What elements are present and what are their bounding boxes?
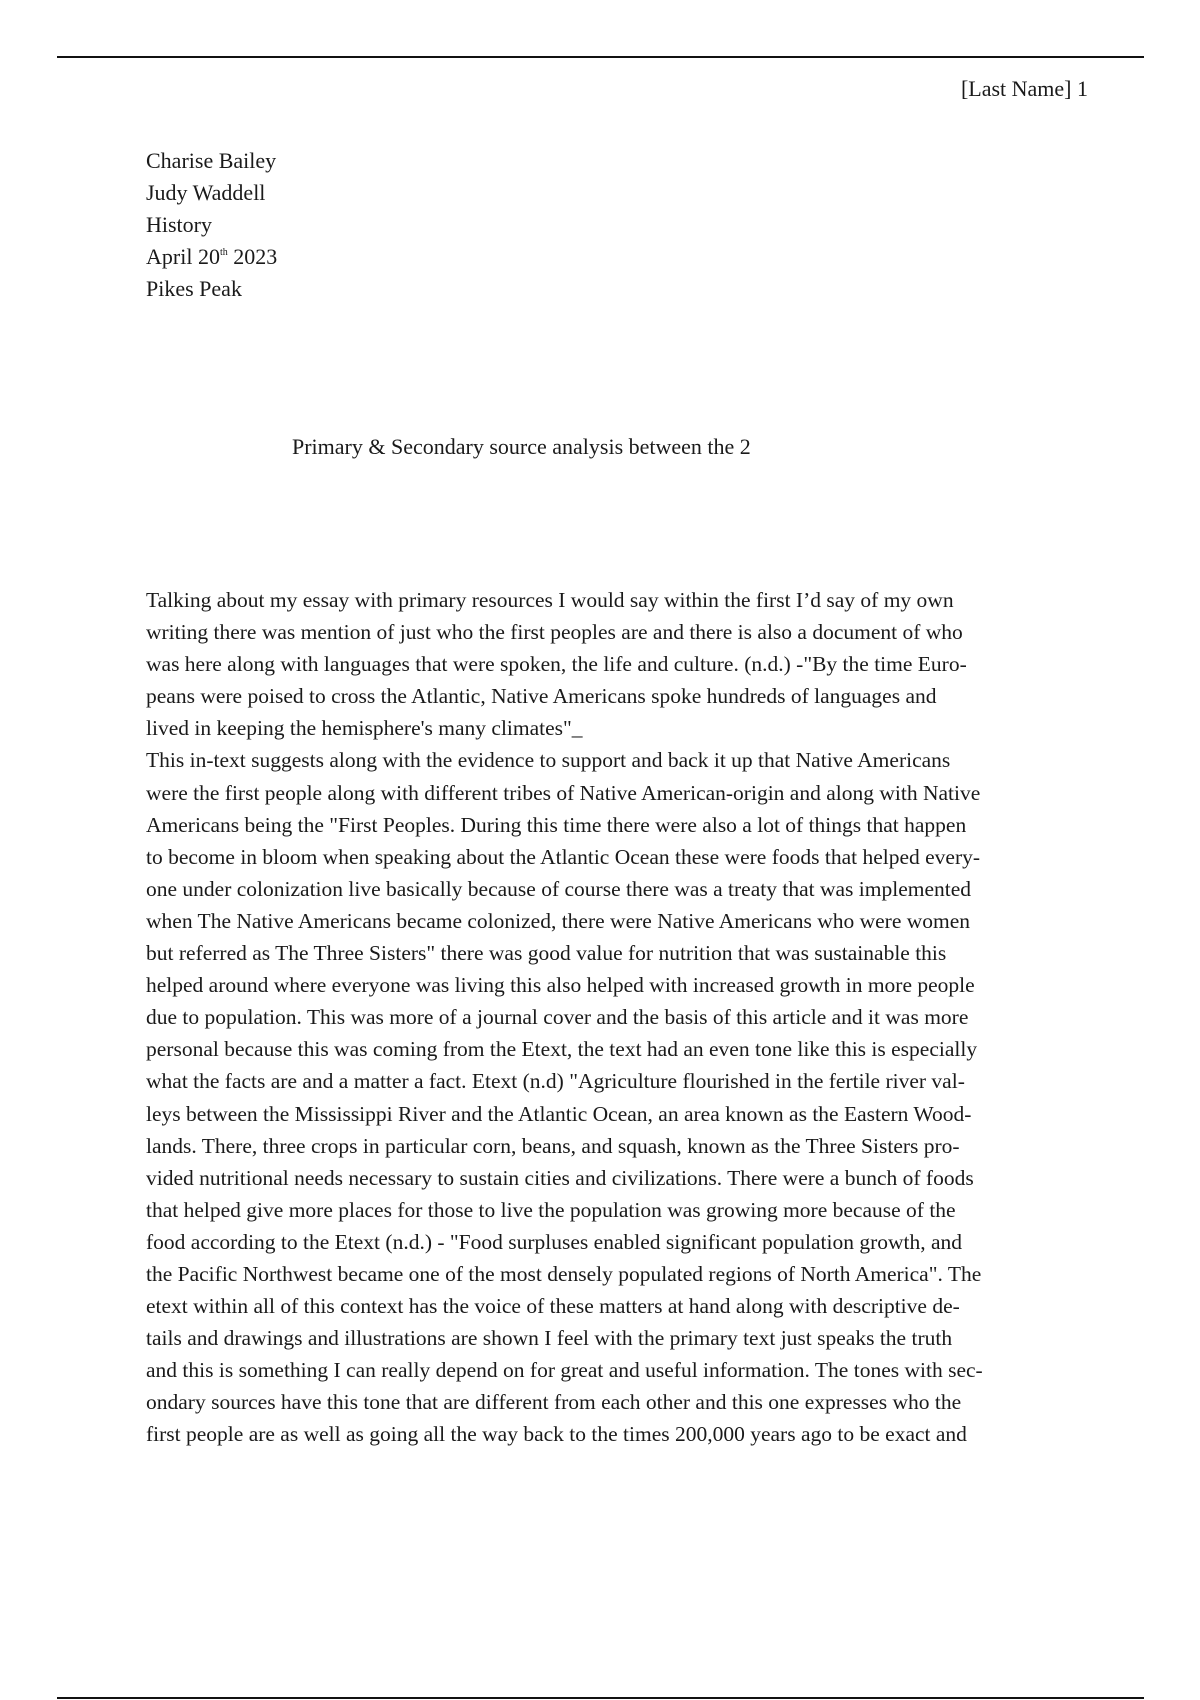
date-month-day: April 20 xyxy=(146,244,220,269)
body-line: Talking about my essay with primary resources I would say within the first I’d say of my own xyxy=(146,588,954,612)
body-line: were the first people along with different tribes of Native American-origin and along with Native xyxy=(146,780,981,805)
body-line: due to population. This was more of a journal cover and the basis of this article and it was more xyxy=(146,1005,969,1030)
body-line: ondary sources have this tone that are different from each other and this one expresses who the xyxy=(146,1390,962,1415)
date-year: 2023 xyxy=(227,244,278,269)
body-line: lived in keeping the hemisphere's many climates"_ xyxy=(146,716,583,741)
body-line: helped around where everyone was living this also helped with increased growth in more people xyxy=(146,973,975,998)
body-line: food according to the Etext (n.d.) - "Food surpluses enabled significant population growth, and xyxy=(146,1229,963,1254)
date-ordinal: th xyxy=(219,247,228,258)
body-line: one under colonization live basically because of course there was a treaty that was implemented xyxy=(146,876,972,901)
mla-heading xyxy=(146,145,277,305)
body-line: peans were poised to cross the Atlantic, Native Americans spoke hundreds of languages and xyxy=(146,684,937,709)
body-line: etext within all of this context has the voice of these matters at hand along with descriptive de- xyxy=(146,1294,960,1319)
body-line: was here along with languages that were spoken, the life and culture. (n.d.) -"By the time Euro- xyxy=(146,652,967,677)
running-head: [Last Name] 1 xyxy=(960,76,1088,101)
instructor-name: Judy Waddell xyxy=(146,180,266,205)
body-line: first people are as well as going all the way back to the times 200,000 years ago to be exact and xyxy=(146,1422,967,1447)
body-line: This in-text suggests along with the evidence to support and back it up that Native Americans xyxy=(146,748,951,773)
body-line: when The Native Americans became colonized, there were Native Americans who were women xyxy=(146,908,971,933)
institution-name: Pikes Peak xyxy=(146,276,242,301)
body-line: writing there was mention of just who the first peoples are and there is also a document of who xyxy=(146,620,963,645)
page-top-rule xyxy=(57,56,1144,58)
essay-title: Primary & Secondary source analysis between the 2 xyxy=(292,434,751,459)
body-line: to become in bloom when speaking about the Atlantic Ocean these were foods that helped every- xyxy=(146,844,981,869)
body-line: that helped give more places for those to live the population was growing more because of the xyxy=(146,1197,956,1222)
body-line: personal because this was coming from the Etext, the text had an even tone like this is especially xyxy=(146,1037,978,1062)
student-name: Charise Bailey xyxy=(146,148,277,173)
body-line: lands. There, three crops in particular corn, beans, and squash, known as the Three Sisters pro- xyxy=(146,1133,960,1158)
essay-body xyxy=(146,584,1091,1451)
body-line: leys between the Mississippi River and the Atlantic Ocean, an area known as the Eastern Wood- xyxy=(146,1101,972,1126)
body-line: Americans being the "First Peoples. During this time there were also a lot of things that happen xyxy=(146,812,967,837)
body-line: what the facts are and a matter a fact. Etext (n.d) "Agriculture flourished in the fertile river val- xyxy=(146,1069,965,1094)
body-line: the Pacific Northwest became one of the most densely populated regions of North America". The xyxy=(146,1261,982,1286)
course-name: History xyxy=(146,212,212,237)
page-bottom-rule xyxy=(57,1697,1144,1699)
body-line: vided nutritional needs necessary to sustain cities and civilizations. There were a bunch of foods xyxy=(146,1165,974,1190)
body-line: and this is something I can really depend on for great and useful information. The tones with sec- xyxy=(146,1358,983,1383)
body-line: but referred as The Three Sisters" there was good value for nutrition that was sustainable this xyxy=(146,941,947,966)
body-line: tails and drawings and illustrations are shown I feel with the primary text just speaks the truth xyxy=(146,1326,953,1351)
date-line xyxy=(146,241,277,273)
